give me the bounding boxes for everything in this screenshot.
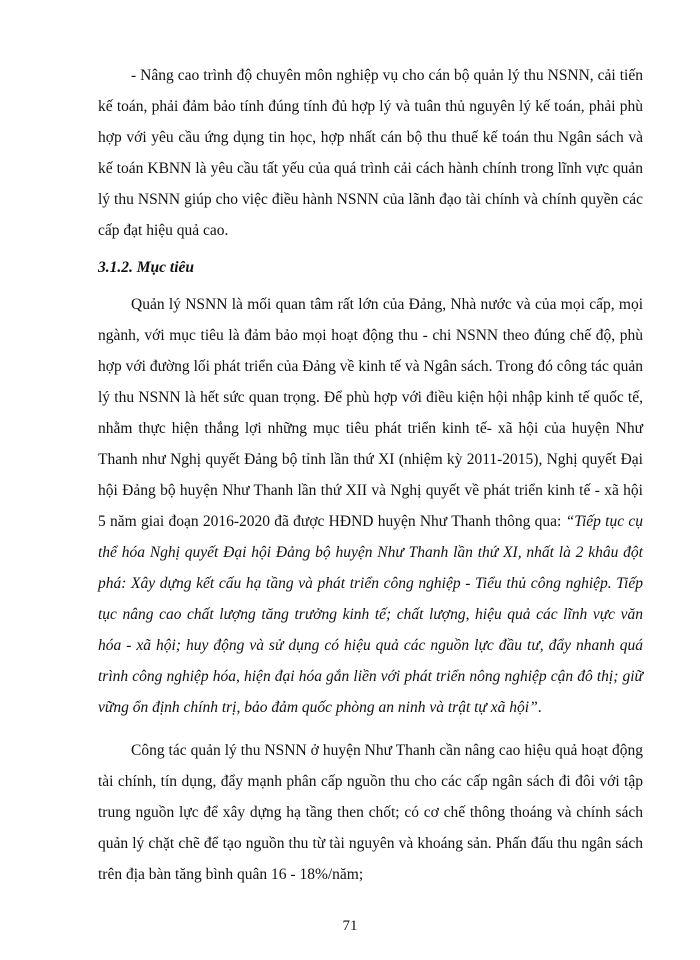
paragraph-objectives bbox=[98, 289, 643, 723]
paragraph-objectives-end: . bbox=[537, 699, 542, 716]
resolution-quote: “Tiếp tục cụ thể hóa Nghị quyết Đại hội Đảng bộ huyện Như Thanh lần thứ XI, nhất là 2 khâu đột phá: Xây dựng kết cấu hạ tầng và phát triển công nghiệp - Tiểu thủ công nghiệp. Tiếp tục nâng cao chất lượng tăng trưởng kinh tế; chất lượng, hiệu quả các lĩnh vực văn hóa - xã hội; huy động và sử dụng có hiệu quả các nguồn lực đầu tư, đẩy nhanh quá trình công nghiệp hóa, hiện đại hóa gắn liền với phát triển nông nghiệp cận đô thị; giữ vững ổn định chính trị, bảo đảm quốc phòng an ninh và trật tự xã hội” bbox=[98, 513, 643, 716]
paragraph-gap bbox=[98, 723, 643, 735]
section-heading: 3.1.2. Mục tiêu bbox=[98, 259, 195, 276]
document-page bbox=[98, 60, 643, 890]
paragraph-objectives-text: Quản lý NSNN là mối quan tâm rất lớn của Đảng, Nhà nước và của mọi cấp, mọi ngành, với mục tiêu là đảm bảo mọi hoạt động thu - chi NSNN theo đúng chế độ, phù hợp với đường lối phát triển của Đảng về kinh tế và Ngân sách. Trong đó công tác quản lý thu NSNN là hết sức quan trọng. Để phù hợp với điều kiện hội nhập kinh tế quốc tế, nhằm thực hiện thắng lợi những mục tiêu phát triển kinh tế- xã hội của huyện Như Thanh như Nghị quyết Đảng bộ tỉnh lần thứ XI (nhiệm kỳ 2011-2015), Nghị quyết Đại hội Đảng bộ huyện Như Thanh lần thứ XII và Nghị quyết về phát triển kinh tế - xã hội 5 năm giai đoạn 2016-2020 đã được HĐND huyện Như Thanh thông qua: bbox=[98, 296, 643, 530]
paragraph-intro: - Nâng cao trình độ chuyên môn nghiệp vụ cho cán bộ quản lý thu NSNN, cải tiến kế toán, phải đảm bảo tính đúng tính đủ hợp lý và tuân thủ nguyên lý kế toán, phải phù hợp với yêu cầu ứng dụng tin học, hợp nhất cán bộ thu thuế kế toán thu Ngân sách và kế toán KBNN là yêu cầu tất yếu của quá trình cải cách hành chính trong lĩnh vực quản lý thu NSNN giúp cho việc điều hành NSNN của lãnh đạo tài chính và chính quyền các cấp đạt hiệu quả cao. bbox=[98, 67, 643, 239]
page-number: 71 bbox=[342, 918, 358, 934]
paragraph-revenue-management: Công tác quản lý thu NSNN ở huyện Như Thanh cần nâng cao hiệu quả hoạt động tài chính, tín dụng, đẩy mạnh phân cấp nguồn thu cho các cấp ngân sách đi đôi với tập trung nguồn lực để xây dựng hạ tầng then chốt; có cơ chế thông thoáng và chính sách quản lý chặt chẽ để tạo nguồn thu từ tài nguyên và khoáng sản. Phấn đấu thu ngân sách trên địa bàn tăng bình quân 16 - 18%/năm; bbox=[98, 742, 643, 883]
